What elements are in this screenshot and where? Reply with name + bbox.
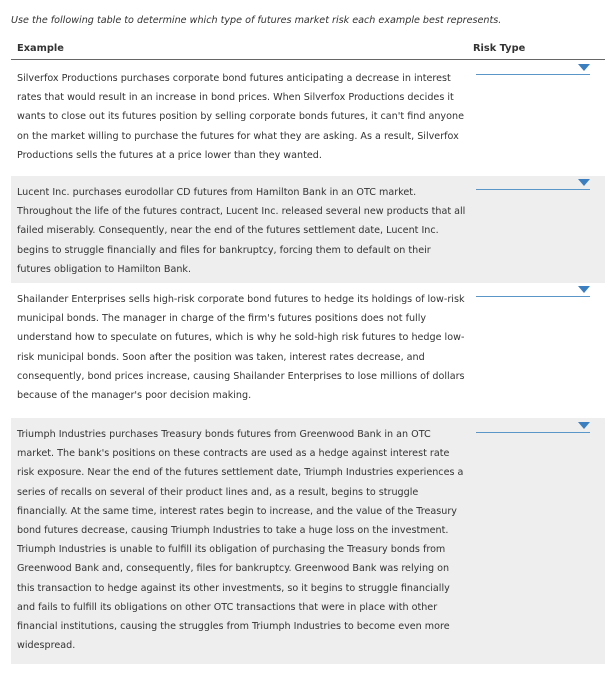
- example-text: Lucent Inc. purchases eurodollar CD futures from Hamilton Bank in an OTC market. Throughout the life of the futures contract, Lucent Inc. released several new products that all failed miserably. Consequently, near the end of the futures settlement date, Lucent Inc. begins to struggle financially and files for bankruptcy, forcing them to default on their futures obligation to Hamilton Bank.: [17, 187, 466, 275]
- risk-type-dropdown[interactable]: [476, 286, 590, 297]
- example-text: Silverfox Productions purchases corporate bond futures anticipating a decrease in interest rates that would result in an increase in bond prices. When Silverfox Productions decides it wants to close out its futures position by selling corporate bonds futures, it can't find anyone on the market willing to purchase the futures for what they are asking. As a result, Silverfox Productions sells the futures at a price lower than they wanted.: [17, 73, 464, 161]
- table-row: [11, 60, 605, 176]
- table-row: [11, 283, 605, 418]
- chevron-down-icon[interactable]: [578, 179, 590, 186]
- risk-type-dropdown[interactable]: [476, 64, 590, 75]
- risk-type-table: [11, 40, 605, 664]
- column-header-example: Example: [17, 43, 64, 54]
- instructions-text: Use the following table to determine which type of futures market risk each example best represents.: [11, 15, 502, 26]
- example-text: Shailander Enterprises sells high-risk corporate bond futures to hedge its holdings of low-risk municipal bonds. The manager in charge of the firm's futures positions does not fully understand how to speculate on futures, which is why he sold-high risk futures to hedge low-risk municipal bonds. Soon after the position was taken, interest rates decrease, and consequently, bond prices increase, causing Shailander Enterprises to lose millions of dollars because of the manager's poor decision making.: [17, 294, 465, 402]
- risk-type-dropdown[interactable]: [476, 422, 590, 433]
- chevron-down-icon[interactable]: [578, 286, 590, 293]
- example-text: Triumph Industries purchases Treasury bonds futures from Greenwood Bank in an OTC market. The bank's positions on these contracts are used as a hedge against interest rate risk exposure. Near the end of the futures settlement date, Triumph Industries experiences a series of recalls on several of their product lines and, as a result, begins to struggle financially. At the same time, interest rates begin to increase, and the value of the Treasury bond futures decrease, causing Triumph Industries to take a huge loss on the investment. Triumph Industries is unable to fulfill its obligation of purchasing the Treasury bonds from Greenwood Bank and, consequently, files for bankruptcy. Greenwood Bank was relying on this transaction to hedge against its other investments, so it begins to struggle financially and fails to fulfill its obligations on other OTC transactions that were in place with other financial institutions, causing the struggles from Triumph Industries to become even more widespread.: [17, 429, 464, 652]
- chevron-down-icon[interactable]: [578, 64, 590, 71]
- chevron-down-icon[interactable]: [578, 422, 590, 429]
- table-header: [11, 40, 605, 60]
- column-header-risk-type: Risk Type: [473, 43, 526, 54]
- table-row: [11, 418, 605, 664]
- table-row: [11, 176, 605, 283]
- risk-type-dropdown[interactable]: [476, 179, 590, 190]
